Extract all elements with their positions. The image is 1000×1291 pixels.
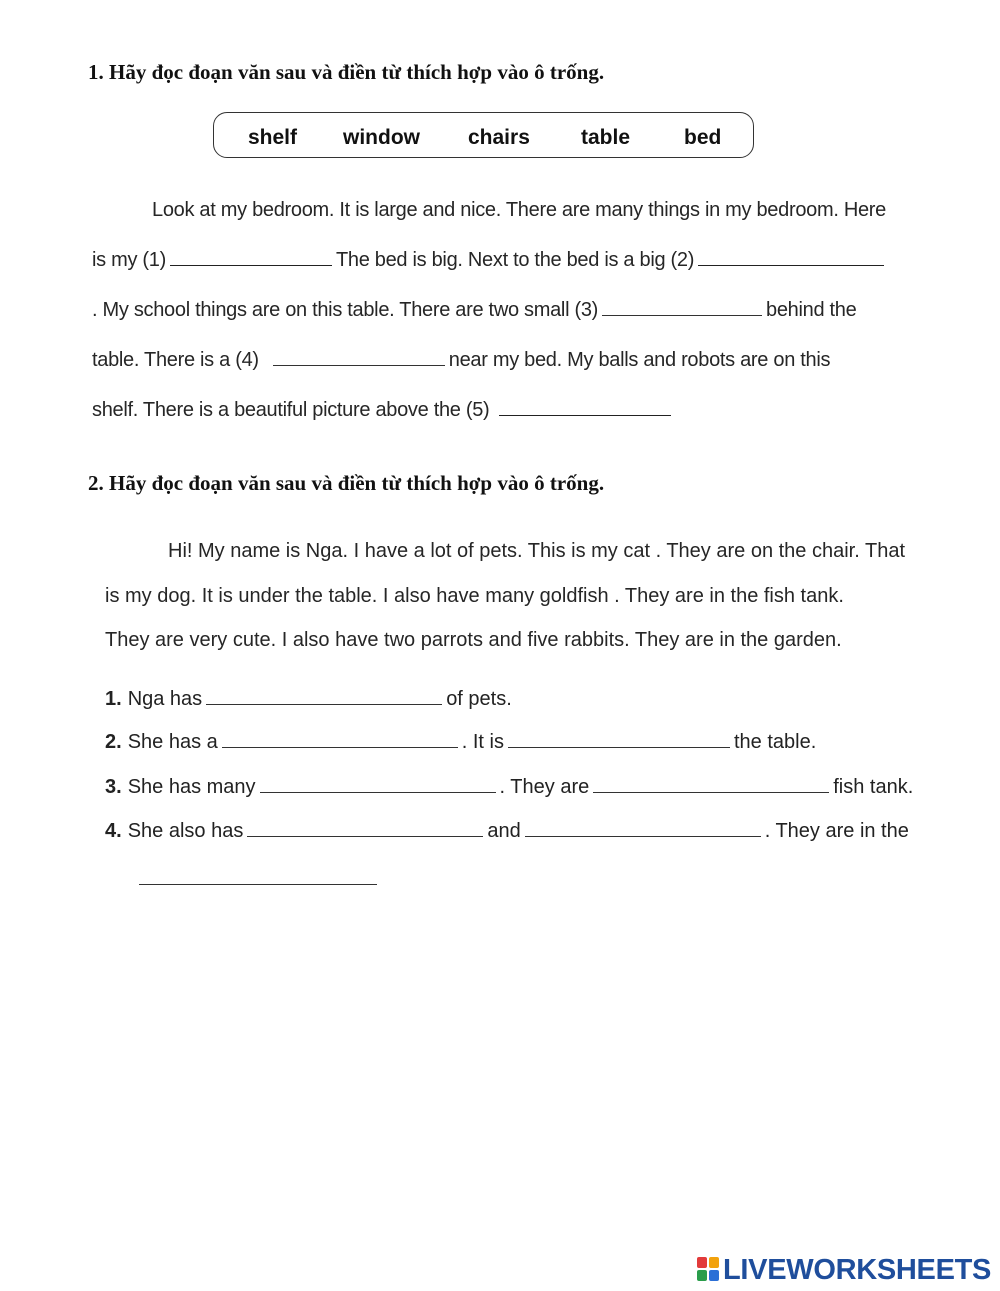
question-4 [105,820,909,843]
question-text: the table. [734,731,817,753]
passage-text: behind the [766,299,857,321]
passage-1-line [92,299,856,322]
question-text: . They are in the [764,820,909,842]
passage-2-line: Hi! My name is Nga. I have a lot of pets. This is my cat . They are on the chair. That [168,540,906,562]
blank-3[interactable] [602,314,762,316]
answer-blank[interactable] [206,703,442,705]
answer-blank[interactable] [593,791,829,793]
question-text: fish tank. [833,776,914,798]
question-3 [105,776,913,799]
question-text: She has a [127,731,218,753]
question-number: 4. [105,820,122,842]
question-text: She also has [127,820,244,842]
question-text: She has many [127,776,256,798]
blank-4[interactable] [273,364,445,366]
answer-blank[interactable] [260,791,496,793]
word-bank-item: table [581,126,631,149]
passage-text: table. There is a (4) [92,349,259,371]
blank-1[interactable] [170,264,332,266]
question-number: 3. [105,776,122,798]
passage-1-line [92,399,675,422]
passage-1-line: Look at my bedroom. It is large and nice. There are many things in my bedroom. Here [152,199,886,221]
passage-text: shelf. There is a beautiful picture above the (5) [92,399,490,421]
question-1 [105,688,512,711]
question-number: 2. [105,731,122,753]
passage-1-line [92,249,888,272]
passage-text: The bed is big. Next to the bed is a big (2) [335,249,695,271]
word-bank-item: chairs [468,126,530,149]
section-1-heading: 1. Hãy đọc đoạn văn sau và điền từ thích hợp vào ô trống. [88,60,605,84]
answer-blank[interactable] [508,746,730,748]
logo-text: LIVEWORKSHEETS [723,1253,992,1286]
word-bank-item: bed [684,126,722,149]
blank-2[interactable] [698,264,884,266]
passage-2-line: is my dog. It is under the table. I also have many goldfish . They are in the fish tank. [105,585,844,607]
passage-2-line: They are very cute. I also have two parrots and five rabbits. They are in the garden. [105,629,842,651]
passage-text: is my (1) [92,249,166,271]
passage-text: . My school things are on this table. There are two small (3) [92,299,599,321]
question-2 [105,731,816,754]
word-bank-item: window [343,126,420,149]
question-text: of pets. [446,688,512,710]
passage-1-line [92,349,830,372]
answer-blank[interactable] [139,884,377,885]
passage-text: near my bed. My balls and robots are on this [448,349,831,371]
logo-blocks-icon [697,1257,721,1283]
section-2-heading: 2. Hãy đọc đoạn văn sau và điền từ thích hợp vào ô trống. [88,471,605,495]
question-text: Nga has [127,688,203,710]
word-bank-item: shelf [248,126,298,149]
answer-blank[interactable] [222,746,458,748]
question-text: . They are [499,776,590,798]
liveworksheets-logo [697,1254,991,1286]
answer-blank[interactable] [525,835,761,837]
question-number: 1. [105,688,122,710]
question-text: . It is [461,731,504,753]
blank-5[interactable] [499,414,671,416]
question-text: and [487,820,521,842]
answer-blank[interactable] [247,835,483,837]
